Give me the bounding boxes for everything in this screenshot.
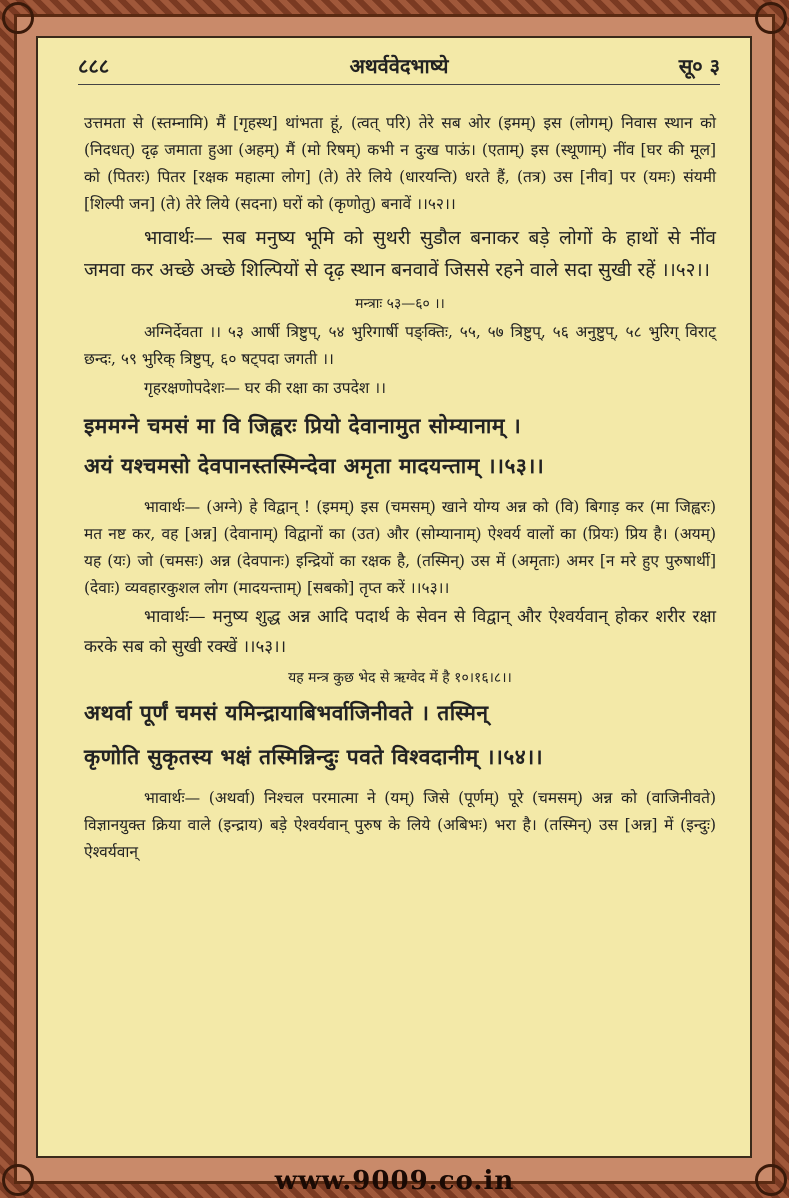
upadesh-heading: गृहरक्षणोपदेशः— घर की रक्षा का उपदेश ।। (144, 379, 387, 397)
bhavarth-53: भावार्थः— मनुष्य शुद्ध अन्न आदि पदार्थ के सेवन से विद्वान् और ऐश्वर्यवान् होकर शरीर रक्षा करके सब को सुखी रक्खें ।।५३।। (84, 607, 716, 657)
page-number: ८८८ (78, 54, 110, 78)
website-watermark: www.9009.co.in (274, 1166, 515, 1196)
mantra-53-line-2: अयं यश्चमसो देवपानस्तस्मिन्देवा अमृता मादयन्ताम् ।।५३।। (84, 453, 545, 478)
scanned-page (36, 36, 752, 1158)
header-rule (78, 84, 720, 85)
page-header (78, 52, 720, 82)
devata-chhanda: अग्निर्देवता ।। ५३ आर्षी त्रिष्टुप्, ५४ भुरिगार्षी पङ्क्तिः, ५५, ५७ त्रिष्टुप्, ५६ अनुष्टुप्, ५८ भुरिग् विराट् छन्दः, ५९ भुरिक् त्रिष्टुप्, ६० षट्पदा जगती ।। (84, 323, 716, 368)
bhavarth-52: भावार्थः— सब मनुष्य भूमि को सुथरी सुडौल बनाकर बड़े लोगों के हाथों से नींव जमवा कर अच्छे अच्छे शिल्पियों से दृढ़ स्थान बनवावें जिससे रहने वाले सदा सुखी रहें ।।५२।। (84, 227, 716, 281)
mantra-range: मन्त्राः ५३—६० ।। (355, 296, 445, 312)
commentary-paragraph-54: भावार्थः— (अथर्वा) निश्चल परमात्मा ने (यम्) जिसे (पूर्णम्) पूरे (चमसम्) अन्न को (वाजिनीवते) विज्ञानयुक्त क्रिया वाले (इन्द्राय) बड़े ऐश्वर्यवान् पुरुष के लिये (अबिभः) भरा है। (तस्मिन्) उस [अन्न] में (इन्दुः) ऐश्वर्यवान् (84, 789, 716, 861)
page-body (84, 110, 716, 866)
commentary-paragraph-53: भावार्थः— (अग्ने) हे विद्वान् ! (इमम्) इस (चमसम्) खाने योग्य अन्न को (वि) बिगाड़ कर (मा जिह्वरः) मत नष्ट कर, वह [अन्न] (देवानाम्) विद्वानों का (उत) और (सोम्यानाम्) ऐश्वर्य वालों का (प्रियः) प्रिय है। (अयम्) यह (यः) जो (चमसः) अन्न (देवपानः) इन्द्रियों का रक्षक है, (तस्मिन्) उस में (अमृताः) अमर [न मरे हुए पुरुषार्थी] (देवाः) व्यवहारकुशल लोग (मादयन्ताम्) [सबको] तृप्त करें ।।५३।। (84, 498, 716, 597)
rigveda-note: यह मन्त्र कुछ भेद से ऋग्वेद में है १०।१६।८।। (288, 670, 512, 686)
corner-ornament-top-left (2, 2, 34, 34)
page-title: अथर्ववेदभाष्ये (349, 54, 449, 78)
mantra-53-line-1: इममग्ने चमसं मा वि जिह्वरः प्रियो देवानामुत सोम्यानाम् । (84, 413, 522, 438)
sukta-number: सू० ३ (678, 54, 720, 78)
mantra-54-line-1: अथर्वा पूर्णं चमसं यमिन्द्रायाबिभर्वाजिनीवते । तस्मिन् (84, 700, 489, 725)
commentary-paragraph-52: उत्तमता से (स्तम्नामि) मैं [गृहस्थ] थांभता हूं, (त्वत् परि) तेरे सब ओर (इमम्) इस (लोगम्) निवास स्थान को (निदधत्) दृढ़ जमाता हुआ (अहम्) मैं (मो रिषम्) कभी न दुःख पाऊं। (एताम्) इस (स्थूणाम्) नींव [घर की मूल] को (पितरः) पितर [रक्षक महात्मा लोग] (ते) तेरे लिये (धारयन्ति) धरते हैं, (तत्र) उस [नीव] पर (यमः) संयमी [शिल्पी जन] (ते) तेरे लिये (सदना) घरों को (कृणोतु) बनावें ।।५२।। (84, 114, 716, 213)
mantra-54-line-2: कृणोति सुकृतस्य भक्षं तस्मिन्निन्दुः पवते विश्वदानीम् ।।५४।। (84, 744, 544, 769)
corner-ornament-top-right (755, 2, 787, 34)
